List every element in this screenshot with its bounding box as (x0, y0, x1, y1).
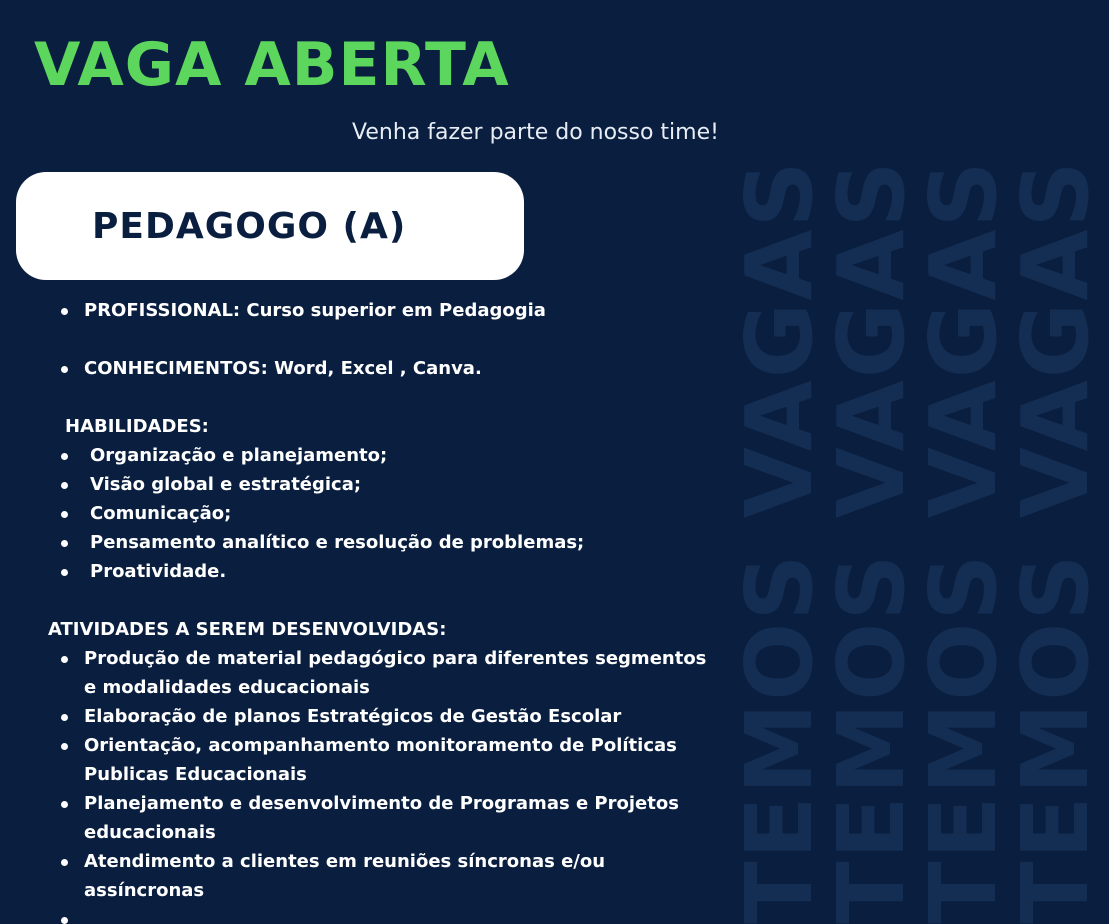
position-title: PEDAGOGO (A) (92, 206, 407, 247)
watermark-text: TEMOS VAGAS (910, 159, 1017, 924)
headline: VAGA ABERTA (34, 30, 510, 100)
list-item: Orientação, acompanhamento monitoramento de Políticas Publicas Educacionais (48, 731, 708, 789)
skills-list (48, 441, 708, 586)
list-item: Organização e planejamento; (48, 441, 708, 470)
list-item: Planejamento e desenvolvimento de Programas e Projetos educacionais (48, 789, 708, 847)
watermark-text: TEMOS VAGAS (726, 159, 833, 924)
list-item: PROFISSIONAL: Curso superior em Pedagogia (48, 296, 708, 325)
list-item: Elaboração de planos Estratégicos de Gestão Escolar (48, 702, 708, 731)
list-item: Pensamento analítico e resolução de problemas; (48, 528, 708, 557)
list-item: Atendimento a clientes em reuniões síncronas e/ou assíncronas (48, 847, 708, 905)
list-item: Comunicação; (48, 499, 708, 528)
list-item: CONHECIMENTOS: Word, Excel , Canva. (48, 354, 708, 383)
list-item: Produção de material pedagógico para diferentes segmentos e modalidades educacionais (48, 644, 708, 702)
position-card (16, 172, 524, 280)
requirements-list (48, 296, 708, 383)
tagline: Venha fazer parte do nosso time! (352, 120, 719, 145)
list-item: Proatividade. (48, 557, 708, 586)
job-details (48, 296, 708, 905)
skills-title: HABILIDADES: (65, 416, 209, 437)
list-item: Visão global e estratégica; (48, 470, 708, 499)
watermark-text: TEMOS VAGAS (818, 159, 925, 924)
background-watermark (874, 159, 1017, 924)
activities-title: ATIVIDADES A SEREM DESENVOLVIDAS: (48, 619, 447, 640)
activities-list (48, 644, 708, 905)
background-watermark (966, 159, 1109, 924)
background-watermark (782, 159, 925, 924)
watermark-text: TEMOS VAGAS (1002, 159, 1109, 924)
